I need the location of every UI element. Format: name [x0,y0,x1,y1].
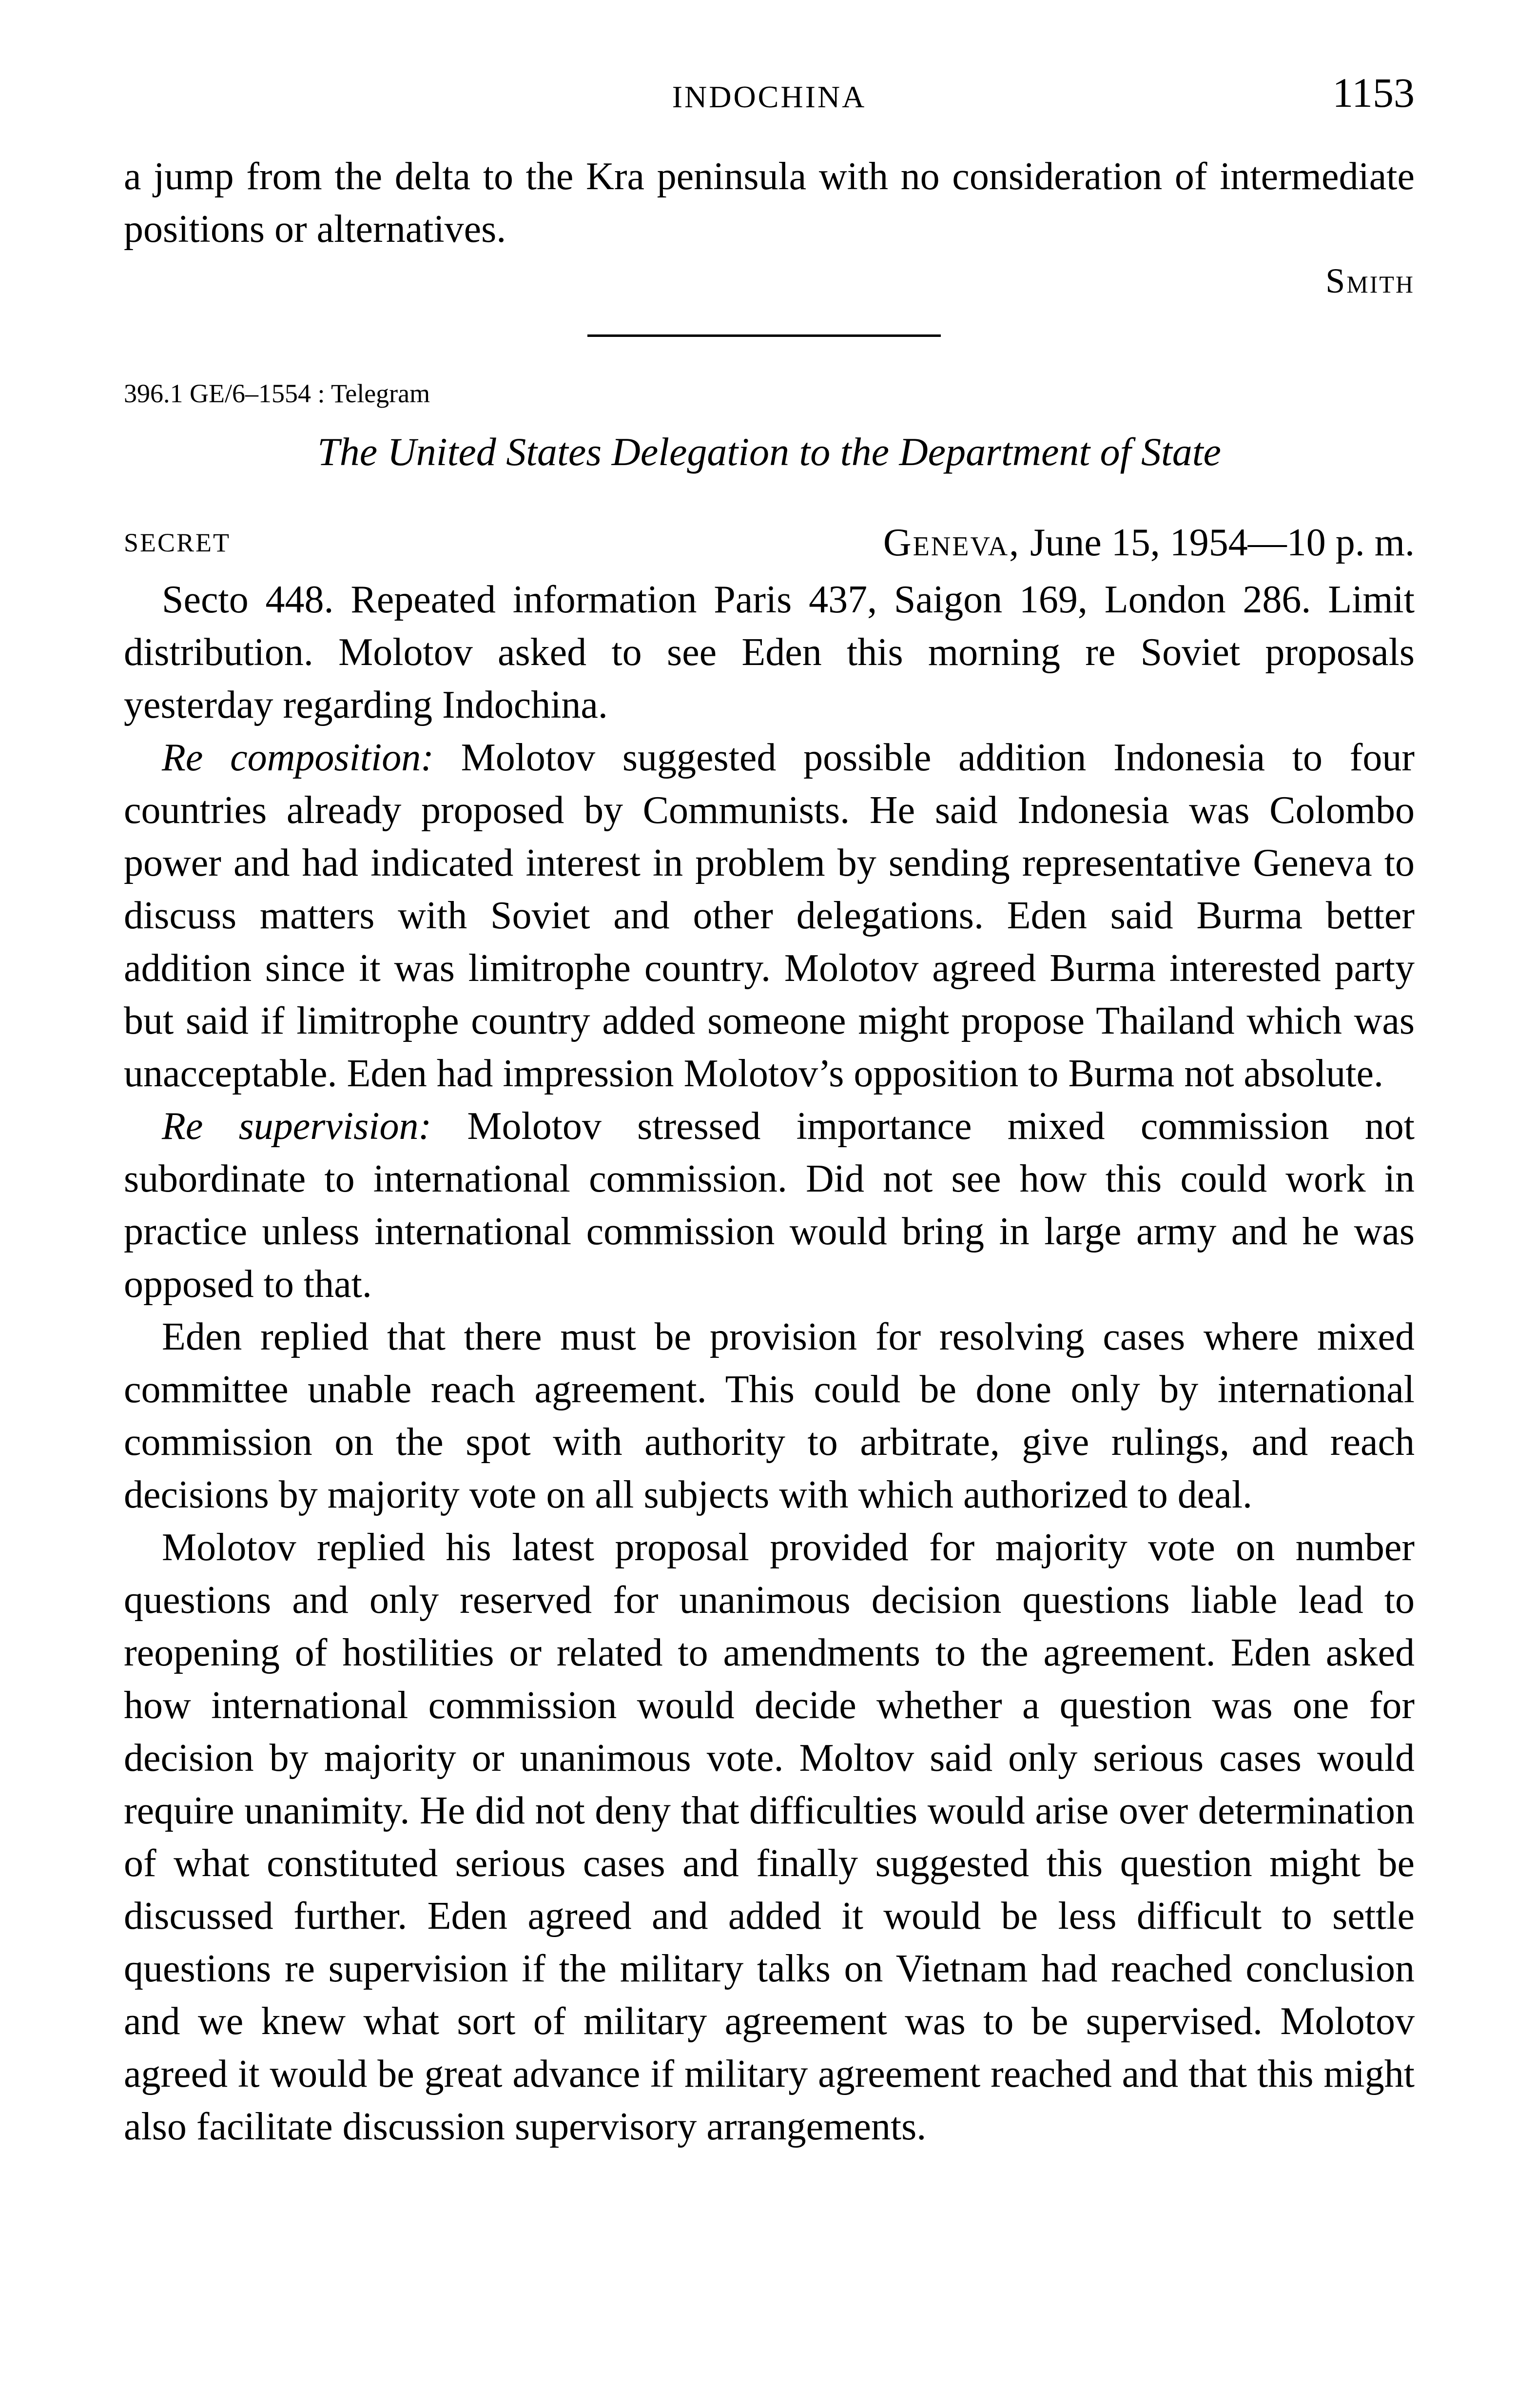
paragraph-text: Molotov replied his latest proposal provided for majority vote on number questions and only reserved for unanimous decision questions liable lead to reopening of hostilities or related to amendments to the agreement. Eden asked how international commission would decide whether a question was one for decision by majority or unanimous vote. Moltov said only serious cases would require unanimity. He did not deny that difficulties would arise over determination of what constituted serious cases and finally suggested this question might be discussed further. Eden agreed and added it would be less difficult to settle questions re supervision if the military talks on Vietnam had reached conclusion and we knew what sort of military agreement was to be supervised. Molotov agreed it would be great advance if military agreement reached and that this might also facilitate discussion supervisory arrangements. [124,1526,1415,2148]
running-head [124,68,1415,122]
paragraph-text: Eden replied that there must be provision for resolving cases where mixed committee unable reach agreement. This could be done only by international commission on the spot with authority to arbitrate, give rulings, and reach decisions by majority vote on all subjects with which authorized to deal. [124,1315,1415,1516]
body-paragraph [124,731,1415,1100]
page-number: 1153 [1332,69,1415,116]
body-paragraph [124,1521,1415,2153]
dateline-place: Geneva, [883,521,1021,564]
paragraph-lead-in: Re supervision: [162,1105,432,1148]
dateline-date: June 15, 1954—10 p. m. [1020,521,1415,564]
body-paragraph [124,1100,1415,1311]
continuation-text [124,150,1415,255]
paragraph-lead-in: Re composition: [162,736,434,779]
telegram-body [124,573,1415,2153]
paragraph-text: Secto 448. Repeated information Paris 437, Saigon 169, London 286. Limit distribution. Molotov asked to see Eden this morning re Soviet proposals yesterday regarding Indochina. [124,578,1415,726]
dateline [883,521,1415,565]
document-title: The United States Delegation to the Department of State [317,430,1221,474]
section-divider [587,334,941,337]
classification: SECRET [124,528,231,557]
continuation-paragraph: a jump from the delta to the Kra peninsula with no consideration of intermediate positions or alternatives. [124,155,1415,251]
body-paragraph [124,573,1415,731]
file-reference: 396.1 GE/6–1554 : Telegram [124,379,430,408]
paragraph-text: Molotov stressed importance mixed commission not subordinate to international commission. Did not see how this could work in practice unless international commission would bring in large army and he was opposed to that. [124,1105,1415,1306]
body-paragraph [124,1311,1415,1521]
running-title: INDOCHINA [672,79,867,114]
signature: Smith [1325,261,1415,300]
paragraph-text: Molotov suggested possible addition Indonesia to four countries already proposed by Communists. He said Indonesia was Colombo power and had indicated interest in problem by sending representative Geneva to discuss matters with Soviet and other delegations. Eden said Burma better addition since it was limitrophe country. Molotov agreed Burma interested party but said if limitrophe country added someone might propose Thailand which was unacceptable. Eden had impression Molotov’s opposition to Burma not absolute. [124,736,1415,1095]
